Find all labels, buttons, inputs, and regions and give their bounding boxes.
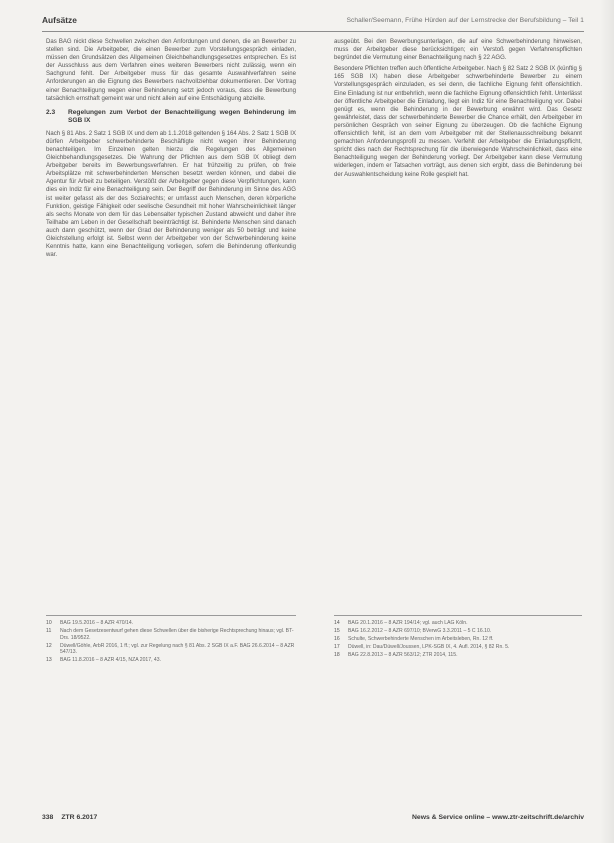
footnote [46, 628, 296, 641]
body-paragraph: Das BAG nickt diese Schwellen zwischen den Anfordungen und denen, die an Bewerber zu stellen sind. Die Arbeitgeber, die einen Bewerber zum Vorstellungsgespräch einladen, müssen den Grundsätzen des Allgemeinen Gleichbehandlungsgesetzes entsprechen. Es ist der Ausschluss aus dem Verfahren eines weiteren Bewerbers nicht zulässig, wenn ein Sachgrund fehlt. Der Arbeitgeber muss für das gesamte Auswahlverfahren seine Anforderungen an die Eignung des Bewerbers nachvollziehbar dokumentieren. Der Vortrag einer Benachteiligung wegen einer Behinderung setzt jedoch voraus, dass die Bewerbung tatsächlich ernsthaft gemeint war und nicht allein auf eine Entschädigung abzielte. [46, 39, 296, 102]
footnote-number: 16 [334, 636, 340, 643]
footer-link[interactable]: News & Service online – www.ztr-zeitschrift.de/archiv [412, 813, 584, 821]
footnote-number: 14 [334, 620, 340, 626]
page-header [42, 12, 584, 32]
footnote [334, 620, 582, 627]
footnote [334, 636, 582, 643]
footnote-number: 13 [46, 657, 52, 664]
footnote [334, 652, 582, 659]
body-paragraph: ausgeübt. Bei den Bewerbungsunterlagen, die auf eine Schwerbehinderung hinweisen, muss der Arbeitgeber diese berücksichtigen; ein Verstoß gegen Verfahrenspflichten begründet die Vermutung einer Benachteiligung nach § 22 AGG. [334, 39, 582, 62]
running-title: Schaller/Seemann, Frühe Hürden auf der Lernstrecke der Berufsbildung – Teil 1 [346, 16, 584, 24]
page-fold-shadow [600, 0, 614, 843]
footnote [334, 628, 582, 635]
subsection-number: 2.3 [46, 108, 56, 116]
footnote-text: BAG 19.5.2016 – 8 AZR 470/14. [60, 620, 134, 626]
footnote [46, 620, 296, 627]
footnote-text: BAG 22.8.2013 – 8 AZR 563/12; ZTR 2014, 115. [348, 652, 458, 659]
body-paragraph: Nach § 81 Abs. 2 Satz 1 SGB IX und dem ab 1.1.2018 geltenden § 164 Abs. 2 Satz 1 SGB IX dürfen Arbeitgeber schwerbehinderte Beschäftigte nicht wegen ihrer Behinderung benachteiligen. Im Einzelnen gelten hierzu die Regelungen des Allgemeinen Gleichbehandlungsgesetzes. Die Wahrung der Pflichten aus dem SGB IX obliegt dem Arbeitgeber bereits im Bewerbungsverfahren. Er hat frühzeitig zu prüfen, ob freie Arbeitsplätze mit schwerbehinderten Menschen besetzt werden können, und dabei die Agentur für Arbeit zu beteiligen. Verstößt der Arbeitgeber gegen diese Verpflichtungen, kann dies ein Indiz für eine Benachteiligung sein. Der Begriff der Behinderung im Sinne des AGG ist weiter gefasst als der des Sozialrechts; er umfasst auch Menschen, deren körperliche Funktion, geistige Fähigkeit oder seelische Gesundheit mit hoher Wahrscheinlichkeit länger als sechs Monate von dem für das Lebensalter typischen Zustand abweicht und daher ihre Teilhabe am Leben in der Gesellschaft beeinträchtigt ist. Behinderte Menschen sind danach auch dann geschützt, wenn der Grad der Behinderung weniger als 50 beträgt und keine Gleichstellung erfolgt ist. Selbst wenn der Arbeitgeber von der Schwerbehinderung keine Kenntnis hatte, kann eine Benachteiligung vorliegen, sofern die Behinderung offenkundig war. [46, 130, 296, 259]
footer-left [42, 814, 97, 821]
footnote-text: BAG 20.1.2016 – 8 AZR 194/14; vgl. auch LAG Köln. [348, 620, 468, 626]
footnote-text: Nach dem Gesetzesentwurf gehen diese Schwellen über die bisherige Rechtsprechung hinaus; vgl. BT-Drs. 18/9522. [60, 628, 294, 641]
footnote-number: 10 [46, 620, 52, 626]
subsection-title: Regelungen zum Verbot der Benachteiligung wegen Behinderung im SGB IX [68, 108, 296, 124]
footnote-text: Düwell, in: Dau/Düwell/Joussen, LPK-SGB IX, 4. Aufl. 2014, § 82 Rn. 5. [348, 644, 510, 651]
footnote [46, 643, 296, 656]
footnote-text: BAG 11.8.2016 – 8 AZR 4/15, NZA 2017, 43. [60, 657, 161, 664]
footnote-number: 17 [334, 644, 340, 651]
right-column [334, 38, 582, 182]
footnote-number: 11 [46, 628, 52, 635]
footnotes-right [334, 615, 582, 660]
footnotes-left [46, 615, 296, 666]
page-footer [42, 810, 584, 824]
footnote-number: 18 [334, 652, 340, 659]
left-column [46, 38, 296, 262]
journal-issue: ZTR 6.2017 [61, 813, 98, 821]
section-label: Aufsätze [42, 15, 77, 25]
footnote-text: BAG 16.2.2012 – 8 AZR 697/10; BVerwG 3.3.2011 – 5 C 16.10. [348, 628, 492, 635]
footnote-number: 12 [46, 642, 52, 649]
footnote [334, 644, 582, 651]
subsection-heading [46, 109, 296, 125]
footnote-text: Düwell/Göhle, ArbR 2016, 1 ff.; vgl. zur Regelung nach § 81 Abs. 2 SGB IX a.F. BAG 26.6.2014 – 8 AZR 547/13. [60, 642, 295, 656]
footnote-number: 15 [334, 628, 340, 635]
page-number: 338 [42, 813, 54, 821]
footnote [46, 657, 296, 664]
footnote-text: Schulte, Schwerbehinderte Menschen im Arbeitsleben, Rn. 12 ff. [348, 636, 494, 643]
body-paragraph: Besondere Pflichten treffen auch öffentliche Arbeitgeber. Nach § 82 Satz 2 SGB IX (künftig § 165 SGB IX) haben diese Arbeitgeber schwerbehinderte Bewerber zu einem Vorstellungsgespräch einzuladen, es sei denn, die fachliche Eignung fehlt offensichtlich. Eine Einladung ist nur entbehrlich, wenn die fachliche Eignung offensichtlich fehlt. Unterlässt der öffentliche Arbeitgeber die Einladung, liegt ein Indiz für eine Benachteiligung vor. Dabei genügt es, wenn die Behinderung in der Bewerbung erwähnt wird. Das Gesetz gewährleistet, dass der schwerbehinderte Bewerber die Chance erhält, den Arbeitgeber im persönlichen Gespräch von seiner Eignung zu überzeugen. Ob die fachliche Eignung offensichtlich fehlt, ist an dem vom Arbeitgeber mit der Stellenausschreibung bekannt gemachten Anforderungsprofil zu messen. Verfehlt der Arbeitgeber die Einladungspflicht, spricht dies nach der Rechtsprechung für die überwiegende Wahrscheinlichkeit, dass eine Benachteiligung wegen der Behinderung vorliegt. Der Arbeitgeber kann diese Vermutung widerlegen, indem er Tatsachen vorträgt, aus denen sich ergibt, dass die Behinderung bei der Auswahlentscheidung keine Rolle gespielt hat. [334, 66, 582, 178]
